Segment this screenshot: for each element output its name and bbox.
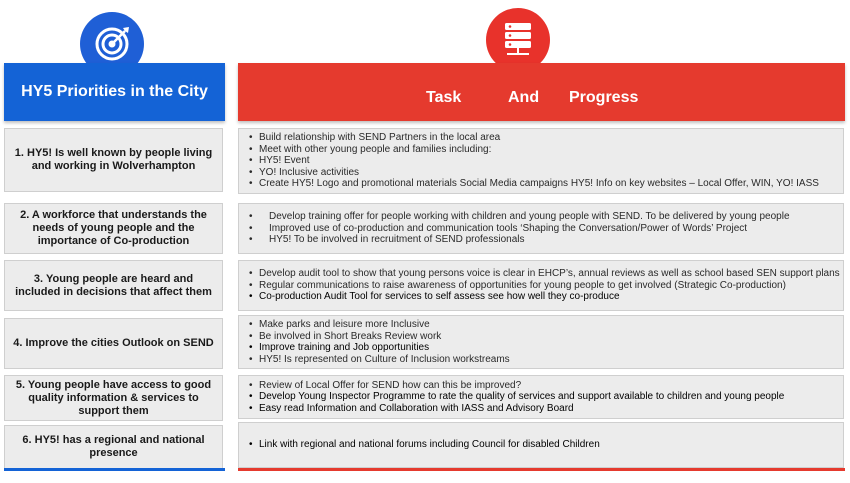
priorities-header-title: HY5 Priorities in the City (21, 83, 208, 100)
task-item: • Co-production Audit Tool for services to self assess see how well they co-produce (249, 291, 840, 303)
server-icon (501, 21, 535, 59)
task-list (239, 211, 790, 246)
task-list (239, 380, 784, 415)
task-item: • Improve training and Job opportunities (249, 342, 510, 354)
task-item: • YO! Inclusive activities (249, 167, 819, 179)
priority-box-5 (4, 375, 223, 421)
header-word-and: And (508, 89, 540, 106)
task-progress-header (238, 63, 845, 121)
task-box-1 (238, 128, 844, 194)
task-box-2 (238, 203, 844, 254)
task-list (239, 439, 600, 451)
priority-box-2 (4, 203, 223, 254)
task-box-4 (238, 315, 844, 369)
priorities-header (4, 63, 225, 121)
header-word-progress: Progress (569, 89, 639, 106)
priority-label: 2. A workforce that understands the needs of young people and the importance of Co-production (20, 209, 207, 247)
task-item: • Meet with other young people and families including: (249, 144, 819, 156)
task-item: • Develop audit tool to show that young persons voice is clear in EHCP’s, annual reviews as well as school based SEN support plans (249, 268, 840, 280)
header-word-task: Task (426, 89, 462, 106)
task-box-3 (238, 260, 844, 311)
task-item: • Regular communications to raise awareness of opportunities for young people to get involved (Strategic Co-production) (249, 280, 840, 292)
priority-label: 5. Young people have access to good quality information & services to support them (15, 378, 212, 417)
task-item: • Create HY5! Logo and promotional materials Social Media campaigns HY5! Info on key websites – Local Offer, WIN, YO! IASS (249, 178, 819, 190)
task-list (239, 132, 819, 190)
task-box-5 (238, 375, 844, 419)
task-item: • Easy read Information and Collaboration with IASS and Advisory Board (249, 403, 784, 415)
priority-box-3 (4, 260, 223, 311)
task-item: • HY5! Event (249, 155, 819, 167)
task-item: • Develop Young Inspector Programme to rate the quality of services and support available to children and young people (249, 391, 784, 403)
task-box-6 (238, 422, 844, 468)
priority-box-4 (4, 318, 223, 369)
task-item: • Review of Local Offer for SEND how can this be improved? (249, 380, 784, 392)
bottom-accent-bar-red (238, 468, 845, 471)
task-item: • Improved use of co-production and communication tools ‘Shaping the Conversation/Power of Words’ Project (249, 223, 790, 235)
priority-label: 3. Young people are heard and included in decisions that affect them (15, 272, 212, 298)
priority-box-6 (4, 425, 223, 469)
task-list (239, 319, 510, 365)
priority-label: 6. HY5! has a regional and national presence (22, 434, 205, 459)
task-item: • Develop training offer for people working with children and young people with SEND. To be delivered by young people (249, 211, 790, 223)
task-item: • HY5! To be involved in recruitment of SEND professionals (249, 234, 790, 246)
priority-label: 1. HY5! Is well known by people living and working in Wolverhampton (14, 147, 213, 172)
task-item: • Build relationship with SEND Partners in the local area (249, 132, 819, 144)
priority-box-1 (4, 128, 223, 192)
task-item: • Make parks and leisure more Inclusive (249, 319, 510, 331)
target-icon (93, 25, 131, 63)
task-item: • HY5! Is represented on Culture of Inclusion workstreams (249, 354, 510, 366)
task-item: • Link with regional and national forums including Council for disabled Children (249, 439, 600, 451)
bottom-accent-bar-blue (4, 468, 225, 471)
task-item: • Be involved in Short Breaks Review work (249, 331, 510, 343)
task-list (239, 268, 840, 303)
priority-label: 4. Improve the cities Outlook on SEND (13, 337, 214, 349)
